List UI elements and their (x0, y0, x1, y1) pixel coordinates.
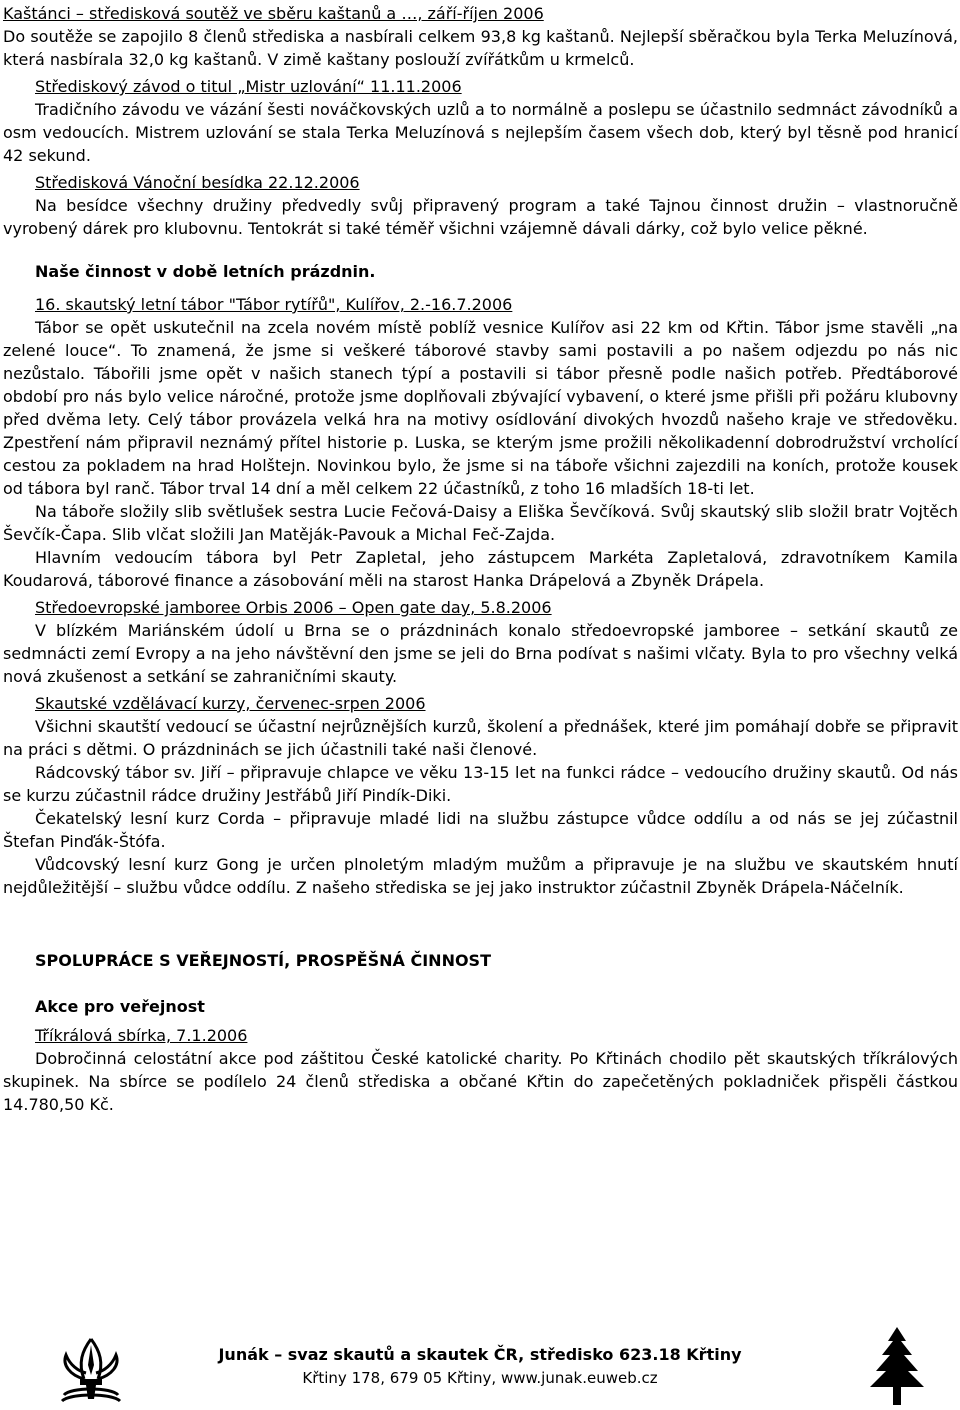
paragraph: Na besídce všechny družiny předvedly svůj připravený program a také Tajnou činnost družin – vlastnoručně vyrobený dárek pro klubovnu. Tentokrát si také téměř všichni vzájemně dávali dárky, což bylo velice pěkné. (3, 196, 958, 238)
section-trikralova-sbirka (35, 1024, 958, 1047)
paragraph: V blízkém Mariánském údolí u Brna se o prázdninách konalo středoevropské jamboree – setkání skautů ze sedmnácti zemí Evropy a na jeho návštěvní den jsme se jeli do Brna podívat s našimi vlčaty. Byla to pro všechny velká nová zkušenost a setkání se zahraničními skauty. (3, 621, 958, 686)
section-title: Tříkrálová sbírka, 7.1.2006 (35, 1026, 248, 1045)
coop-heading: SPOLUPRÁCE S VEŘEJNOSTÍ, PROSPĚŠNÁ ČINNOST (35, 951, 491, 970)
section-vanocni-besidka (35, 171, 958, 194)
section-title: Střediskový závod o titul „Mistr uzlování“ 11.11.2006 (35, 77, 462, 96)
paragraph: Všichni skautští vedoucí se účastní nejrůznějších kurzů, školení a přednášek, které jim pomáhají dobře se připravit na práci s dětmi. O prázdninách se jich účastnili také naši členové. (3, 717, 958, 759)
paragraph: Na táboře složily slib světlušek sestra Lucie Fečová-Daisy a Eliška Ševčíková. Svůj skautský slib složil bratr Vojtěch Ševčík-Čapa. Slib vlčat složili Jan Matěják-Pavouk a Michal Feč-Zajda. (3, 502, 958, 544)
section-letni-tabor (35, 293, 958, 316)
section-kurzy (35, 692, 958, 715)
paragraph: Vůdcovský lesní kurz Gong je určen plnoletým mladým mužům a připravuje je na službu ve skautském hnutí nejdůležitější – službu vůdce oddílu. Z našeho střediska se jej jako instruktor zúčastnil Zbyněk Drápela-Náčelník. (3, 855, 958, 897)
paragraph: Do soutěže se zapojilo 8 členů střediska a nasbírali celkem 93,8 kg kaštanů. Nejlepší sběračkou byla Terka Meluzínová, která nasbírala 32,0 kg kaštanů. V zimě kaštany poslouží zvířátkům u krmelců. (3, 27, 958, 69)
paragraph: Tradičního závodu ve vázání šesti nováčkovských uzlů a to normálně a poslepu se účastnilo sedmnáct závodníků a osm vedoucích. Mistrem uzlování se stala Terka Meluzínová s nejlepším časem všech dob, který byl těsně pod hranicí 42 sekund. (3, 100, 958, 165)
paragraph: Čekatelský lesní kurz Corda – připravuje mladé lidi na službu zástupce vůdce oddílu a od nás se jej zúčastnil Štefan Pinďák-Štófa. (3, 809, 958, 851)
section-title: 16. skautský letní tábor "Tábor rytířů", Kulířov, 2.-16.7.2006 (35, 295, 513, 314)
section-kastanci (3, 2, 958, 71)
footer-org: Junák – svaz skautů a skautek ČR, středisko 623.18 Křtiny (218, 1345, 742, 1364)
scout-lily-icon (56, 1335, 126, 1407)
paragraph: Hlavním vedoucím tábora byl Petr Zapletal, jeho zástupcem Markéta Zapletalová, zdravotníkem Kamila Koudarová, táborové finance a zásobování měli na starost Hanka Drápelová a Zbyněk Drápela. (3, 548, 958, 590)
paragraph: Dobročinná celostátní akce pod záštitou České katolické charity. Po Křtinách chodilo pět skautských tříkrálových skupinek. Na sbírce se podílelo 24 členů střediska a občané Křtin do zapečetěných pokladniček přispěli částkou 14.780,50 Kč. (3, 1049, 958, 1114)
summer-heading: Naše činnost v době letních prázdnin. (35, 262, 376, 281)
section-title: Středisková Vánoční besídka 22.12.2006 (35, 173, 360, 192)
document-content (3, 2, 958, 1116)
section-jamboree (35, 596, 958, 619)
footer-address: Křtiny 178, 679 05 Křtiny, www.junak.euweb.cz (302, 1369, 658, 1387)
public-heading: Akce pro veřejnost (35, 997, 205, 1016)
paragraph: Rádcovský tábor sv. Jiří – připravuje chlapce ve věku 13-15 let na funkci rádce – vedoucího družiny skautů. Od nás se kurzu zúčastnil rádce družiny Jestřábů Jiří Pindík-Diki. (3, 763, 958, 805)
section-title: Kaštánci – středisková soutěž ve sběru kaštanů a …, září-říjen 2006 (3, 4, 544, 23)
section-title: Skautské vzdělávací kurzy, červenec-srpen 2006 (35, 694, 426, 713)
footer (0, 1325, 960, 1410)
section-mistr-uzlovani (35, 75, 958, 98)
pine-tree-icon (862, 1325, 932, 1410)
section-title: Středoevropské jamboree Orbis 2006 – Open gate day, 5.8.2006 (35, 598, 552, 617)
paragraph: Tábor se opět uskutečnil na zcela novém místě poblíž vesnice Kulířov asi 22 km od Křtin. Tábor jsme stavěli „na zelené louce“. To znamená, že jsme si veškeré táborové stavby sami postavili a po našem odjezdu po nás nic nezůstalo. Tábořili jsme opět v našich stanech týpí a postavili si tábor přesně podle našich potřeb. Předtáborové období pro nás bylo velice náročné, protože jsme doplňovali zbývající vybavení, o které jsme přišli při požáru klubovny před dvěma lety. Celý tábor provázela velká hra na motivy osídlování divokých hvozdů našeho kraje ve středověku. Zpestření nám připravil neznámý přítel historie p. Luska, se kterým jsme prožili několikadenní dobrodružství vrcholící cestou za pokladem na hrad Holštejn. Novinkou bylo, že jsme si na táboře všichni zajezdili na koních, protože kousek od tábora byl ranč. Tábor trval 14 dní a měl celkem 22 účastníků, z toho 16 mladších 18-ti let. (3, 318, 958, 498)
